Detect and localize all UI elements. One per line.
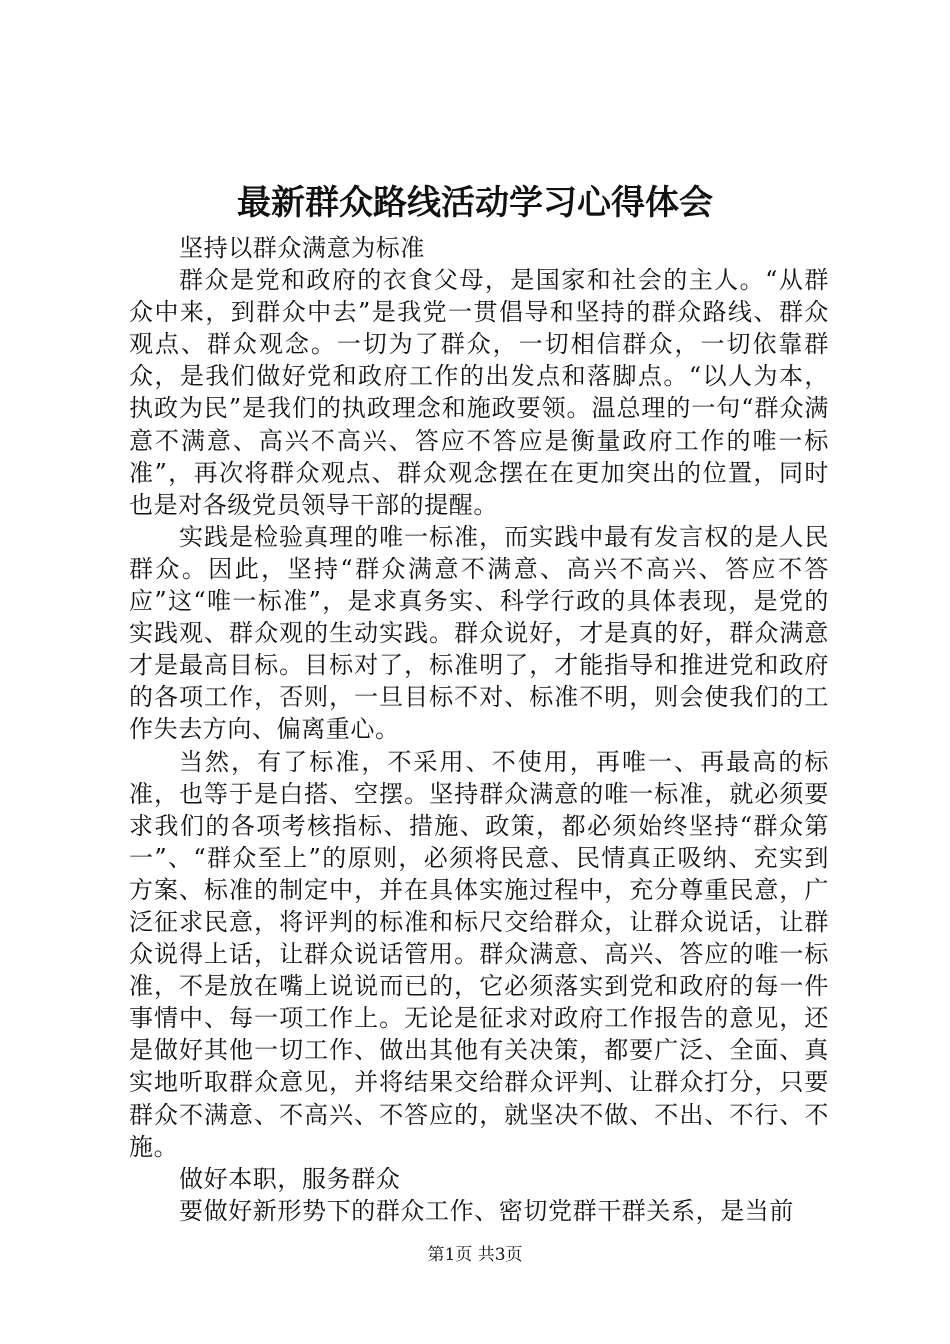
paragraph: 实践是检验真理的唯一标准，而实践中最有发言权的是人民群众。因此，坚持“群众满意不满意、高兴不高兴、答应不答应”这“唯一标准”，是求真务实、科学行政的具体表现，是党的实践观、群众观的生动实践。群众说好，才是真的好，群众满意才是最高目标。目标对了，标准明了，才能指导和推进党和政府的各项工作，否则，一旦目标不对、标准不明，则会使我们的工作失去方向、偏离重心。 [129,522,829,744]
section-heading: 做好本职，服务群众 [179,1164,401,1193]
section-heading: 坚持以群众满意为标准 [179,234,425,262]
page-footer: 第1页 共3页 [427,1245,523,1265]
paragraph: 群众是党和政府的衣食父母，是国家和社会的主人。“从群众中来，到群众中去”是我党一贯倡导和坚持的群众路线、群众观点、群众观念。一切为了群众，一切相信群众，一切依靠群众，是我们做好党和政府工作的出发点和落脚点。“以人为本，执政为民”是我们的执政理念和施政要领。温总理的一句“群众满意不满意、高兴不高兴、答应不答应是衡量政府工作的唯一标准”，再次将群众观点、群众观念摆在在更加突出的位置，同时也是对各级党员领导干部的提醒。 [129,266,829,519]
document-body [129,232,829,1227]
document-title: 最新群众路线活动学习心得体会 [237,183,713,223]
paragraph: 当然，有了标准，不采用、不使用，再唯一、再最高的标准，也等于是白搭、空摆。坚持群众满意的唯一标准，就必须要求我们的各项考核指标、措施、政策，都必须始终坚持“群众第一”、“群众至上”的原则，必须将民意、民情真正吸纳、充实到方案、标准的制定中，并在具体实施过程中，充分尊重民意，广泛征求民意，将评判的标准和标尺交给群众，让群众说话，让群众说得上话，让群众说话管用。群众满意、高兴、答应的唯一标准，不是放在嘴上说说而已的，它必须落实到党和政府的每一件事情中、每一项工作上。无论是征求对政府工作报告的意见，还是做好其他一切工作、做出其他有关决策，都要广泛、全面、真实地听取群众意见，并将结果交给群众评判、让群众打分，只要群众不满意、不高兴、不答应的，就坚决不做、不出、不行、不施。 [129,747,829,1161]
paragraph: 要做好新形势下的群众工作、密切党群干群关系，是当前 [179,1196,794,1225]
